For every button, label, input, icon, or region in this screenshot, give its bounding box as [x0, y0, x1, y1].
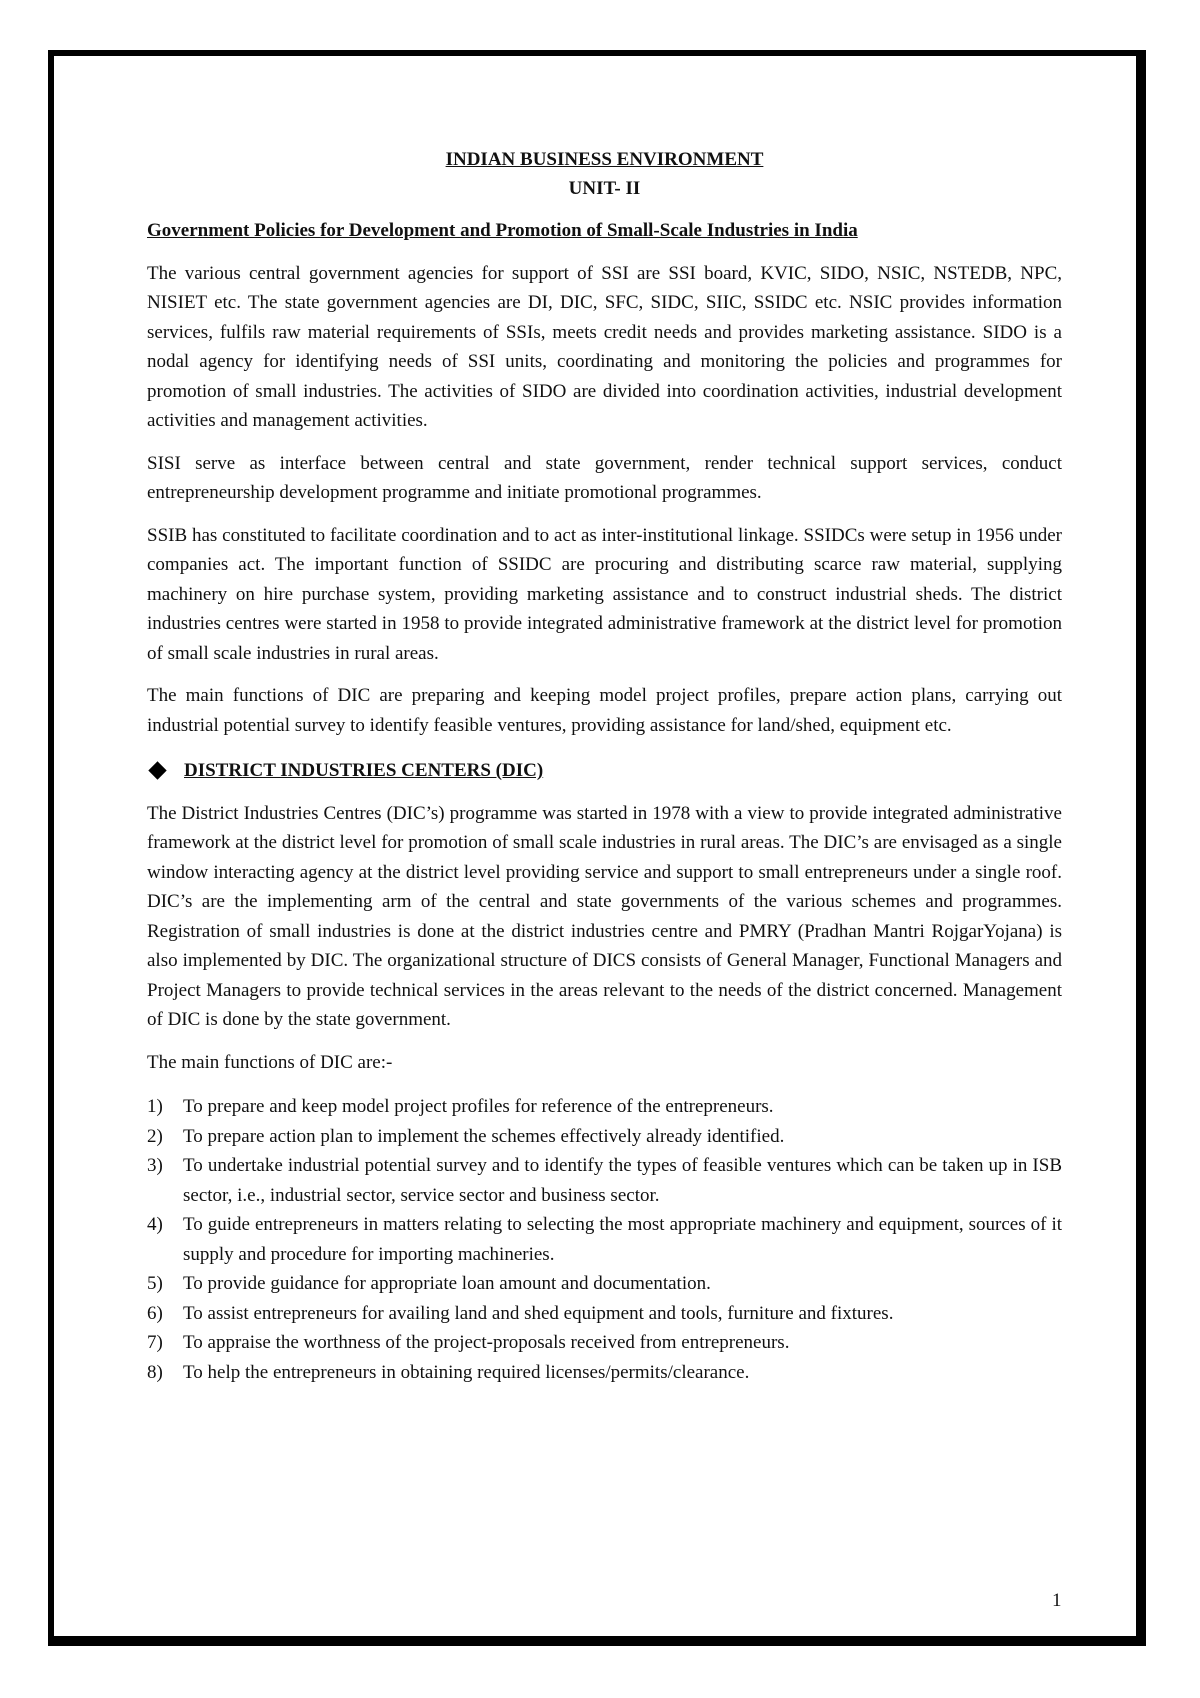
- section-heading-dic: [147, 756, 1062, 786]
- list-item-number: 5): [147, 1273, 163, 1294]
- list-item: [147, 1358, 1062, 1388]
- unit-label: UNIT- II: [568, 178, 641, 199]
- list-item-number: 2): [147, 1125, 163, 1147]
- list-item-text: To assist entrepreneurs for availing land and shed equipment and tools, furniture and fixtures.: [183, 1302, 894, 1324]
- list-item: [147, 1210, 1062, 1269]
- list-item-text: To prepare action plan to implement the schemes effectively already identified.: [183, 1125, 785, 1147]
- diamond-bullet-icon: [148, 762, 166, 780]
- list-item: [147, 1328, 1062, 1358]
- list-item: [147, 1299, 1062, 1329]
- paragraph-dic-functions: The main functions of DIC are preparing and keeping model project profiles, prepare action plans, carrying out industrial potential survey to identify feasible ventures, providing assistance for land/shed, equipment etc.: [147, 685, 1062, 736]
- page-number: 1: [1052, 1590, 1062, 1611]
- list-item-number: 3): [147, 1155, 163, 1176]
- list-item: [147, 1092, 1062, 1122]
- list-item: [147, 1269, 1062, 1299]
- document-body: [147, 145, 1062, 1387]
- document-title: INDIAN BUSINESS ENVIRONMENT: [445, 149, 764, 170]
- list-item-text: To provide guidance for appropriate loan amount and documentation.: [183, 1273, 711, 1294]
- list-item-text: To help the entrepreneurs in obtaining required licenses/permits/clearance.: [183, 1361, 750, 1383]
- document-subtitle: Government Policies for Development and Promotion of Small-Scale Industries in India: [147, 220, 858, 241]
- list-item-text: To guide entrepreneurs in matters relating to selecting the most appropriate machinery and equipment, sources of it supply and procedure for importing machineries.: [183, 1214, 1062, 1265]
- section-heading-label: DISTRICT INDUSTRIES CENTERS (DIC): [184, 760, 544, 781]
- list-item-number: 4): [147, 1214, 163, 1235]
- list-item-number: 6): [147, 1302, 163, 1324]
- list-item-text: To undertake industrial potential survey and to identify the types of feasible ventures which can be taken up in ISB sector, i.e., industrial sector, service sector and business sector.: [183, 1155, 1062, 1206]
- paragraph-sisi: SISI serve as interface between central and state government, render technical support services, conduct entrepreneurship development programme and initiate promotional programmes.: [147, 452, 1062, 503]
- list-item-text: To prepare and keep model project profiles for reference of the entrepreneurs.: [183, 1096, 774, 1117]
- list-intro: The main functions of DIC are:-: [147, 1051, 393, 1073]
- paragraph-ssib: SSIB has constituted to facilitate coordination and to act as inter-institutional linkage. SSIDCs were setup in 1956 under companies act. The important function of SSIDC are procuring and distributing scarce raw material, supplying machinery on hire purchase system, providing marketing assistance and to construct industrial sheds. The district industries centres were started in 1958 to provide integrated administrative framework at the district level for promotion of small scale industries in rural areas.: [147, 524, 1062, 664]
- list-item-text: To appraise the worthness of the project-proposals received from entrepreneurs.: [183, 1332, 790, 1353]
- paragraph-dic-programme: The District Industries Centres (DIC’s) programme was started in 1978 with a view to provide integrated administrative framework at the district level for promotion of small scale industries in rural areas. The DIC’s are envisaged as a single window interacting agency at the district level providing service and support to small entrepreneurs under a single roof. DIC’s are the implementing arm of the central and state governments of the various schemes and programmes. Registration of small industries is done at the district industries centre and PMRY (Pradhan Mantri RojgarYojana) is also implemented by DIC. The organizational structure of DICS consists of General Manager, Functional Managers and Project Managers to provide technical services in the areas relevant to the needs of the district concerned. Management of DIC is done by the state government.: [147, 802, 1062, 1030]
- list-item: [147, 1122, 1062, 1152]
- paragraph-agencies: The various central government agencies for support of SSI are SSI board, KVIC, SIDO, NSIC, NSTEDB, NPC, NISIET etc. The state government agencies are DI, DIC, SFC, SIDC, SIIC, SSIDC etc. NSIC provides information services, fulfils raw material requirements of SSIs, meets credit needs and provides marketing assistance. SIDO is a nodal agency for identifying needs of SSI units, coordinating and monitoring the policies and programmes for promotion of small industries. The activities of SIDO are divided into coordination activities, industrial development activities and management activities.: [147, 262, 1062, 431]
- list-item: [147, 1151, 1062, 1210]
- list-item-number: 7): [147, 1332, 163, 1353]
- list-item-number: 8): [147, 1361, 163, 1383]
- list-item-number: 1): [147, 1096, 163, 1117]
- functions-list: [147, 1092, 1062, 1387]
